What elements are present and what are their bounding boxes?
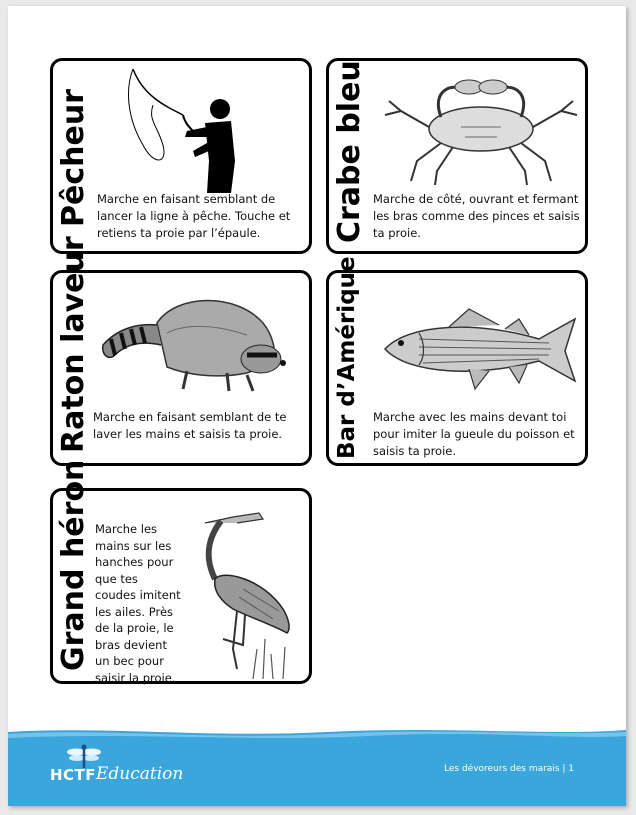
worksheet-page (8, 6, 626, 806)
crab-icon (381, 71, 581, 189)
card-description: Marche les mains sur les hanches pour que tes coudes imitent les ailes. Près de la proie, le bras devient un bec pour saisir la proie. (95, 522, 181, 685)
page-label: Les dévoreurs des marais | 1 (444, 764, 574, 774)
card-description: Marche en faisant semblant de te laver les mains et saisis ta proie. (93, 410, 287, 441)
card-pecheur (50, 58, 312, 254)
card-description: Marche en faisant semblant de lancer la ligne à pêche. Touche et retiens ta proie par l’épaule. (97, 192, 291, 240)
card-title: Pêcheur (56, 89, 91, 227)
card-raton-laveur (50, 236, 312, 466)
heron-icon (193, 499, 309, 679)
card-title: Bar d’Amérique (334, 256, 360, 459)
raccoon-icon (97, 283, 293, 395)
fisherman-icon (123, 65, 263, 193)
hctf-logo (50, 744, 184, 794)
card-description: Marche avec les mains devant toi pour imiter la gueule du poisson et saisis ta proie. (373, 410, 575, 458)
card-description: Marche de côté, ouvrant et fermant les bras comme des pinces et saisis ta proie. (373, 192, 580, 240)
striped-bass-icon (379, 303, 579, 393)
card-title: Raton laveur (56, 236, 91, 453)
card-grand-heron (50, 459, 312, 685)
wave-band (8, 724, 626, 742)
logo-hctf: HCTF (50, 766, 97, 784)
card-bar-amerique (326, 256, 588, 466)
card-title: Crabe bleu (332, 60, 367, 243)
card-crabe-bleu (326, 58, 588, 254)
footer (8, 724, 626, 806)
card-title: Grand héron (56, 459, 91, 671)
logo-education: Education (96, 764, 184, 784)
